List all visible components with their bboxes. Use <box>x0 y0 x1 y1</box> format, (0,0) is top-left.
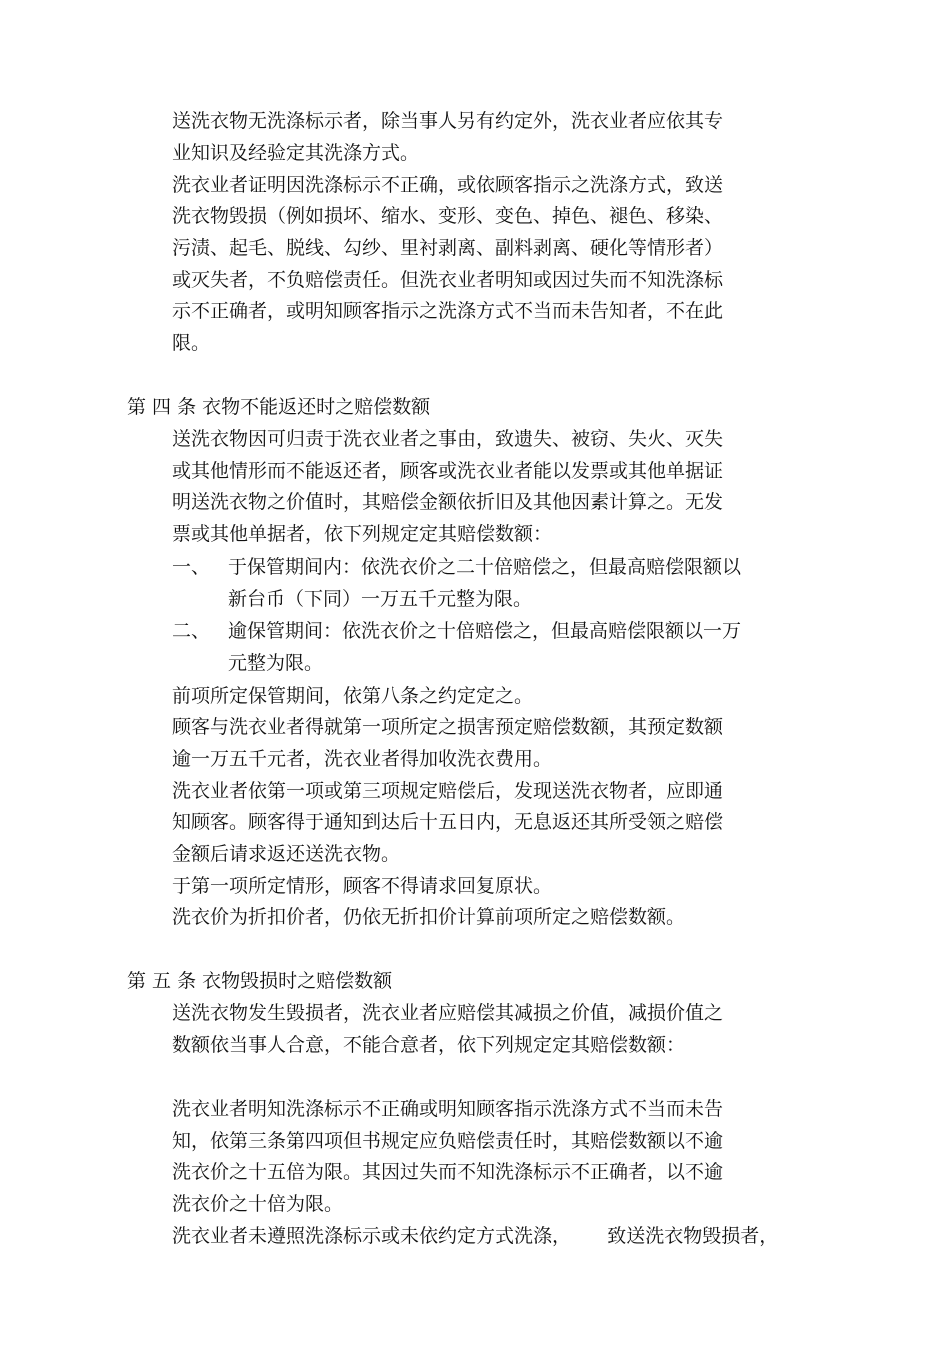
list-item-text: 于保管期间内：依洗衣价之二十倍赔偿之，但最高赔偿限额以 <box>228 556 742 578</box>
article-4-heading: 第 四 条 衣物不能返还时之赔偿数额 <box>127 396 431 418</box>
list-item-number: 一、 <box>172 556 211 578</box>
text-line: 业知识及经验定其洗涤方式。 <box>172 142 420 164</box>
text-line: 送洗衣物无洗涤标示者，除当事人另有约定外，洗衣业者应依其专 <box>172 110 724 132</box>
list-item-text: 新台币（下同）一万五千元整为限。 <box>228 588 533 610</box>
text-line: 金额后请求返还送洗衣物。 <box>172 843 401 865</box>
text-line: 洗衣业者证明因洗涤标示不正确，或依顾客指示之洗涤方式，致送 <box>172 174 724 196</box>
text-line: 知，依第三条第四项但书规定应负赔偿责任时，其赔偿数额以不逾 <box>172 1130 724 1152</box>
text-line: 示不正确者，或明知顾客指示之洗涤方式不当而未告知者，不在此 <box>172 300 724 322</box>
art4-para5: 于第一项所定情形，顾客不得请求回复原状。 <box>172 875 553 897</box>
text-line: 或灭失者，不负赔偿责任。但洗衣业者明知或因过失而不知洗涤标 <box>172 269 724 291</box>
text-line: 数额依当事人合意，不能合意者，依下列规定定其赔偿数额： <box>172 1034 686 1056</box>
text-line: 污渍、起毛、脱线、勾纱、里衬剥离、副料剥离、硬化等情形者） <box>172 237 724 259</box>
art5-para3: 洗衣业者未遵照洗涤标示或未依约定方式洗涤， 致送洗衣物毁损者， <box>172 1225 779 1247</box>
text-line: 或其他情形而不能返还者，顾客或洗衣业者能以发票或其他单据证 <box>172 460 724 482</box>
text-line: 送洗衣物发生毁损者，洗衣业者应赔偿其减损之价值，减损价值之 <box>172 1002 724 1024</box>
text-line: 洗衣业者依第一项或第三项规定赔偿后，发现送洗衣物者，应即通 <box>172 780 724 802</box>
list-item-number: 二、 <box>172 620 211 642</box>
text-line: 逾一万五千元者，洗衣业者得加收洗衣费用。 <box>172 748 553 770</box>
text-line: 送洗衣物因可归责于洗衣业者之事由，致遗失、被窃、失火、灭失 <box>172 428 724 450</box>
article-5-heading: 第 五 条 衣物毁损时之赔偿数额 <box>127 970 393 992</box>
list-item-text: 元整为限。 <box>228 652 324 674</box>
text-line: 洗衣价之十倍为限。 <box>172 1193 344 1215</box>
text-line: 洗衣价之十五倍为限。其因过失而不知洗涤标示不正确者，以不逾 <box>172 1161 724 1183</box>
art4-para6: 洗衣价为折扣价者，仍依无折扣价计算前项所定之赔偿数额。 <box>172 906 686 928</box>
text-line: 明送洗衣物之价值时，其赔偿金额依折旧及其他因素计算之。无发 <box>172 491 724 513</box>
text-line: 票或其他单据者，依下列规定定其赔偿数额： <box>172 523 553 545</box>
list-item-text: 逾保管期间：依洗衣价之十倍赔偿之，但最高赔偿限额以一万 <box>228 620 742 642</box>
text-line: 顾客与洗衣业者得就第一项所定之损害预定赔偿数额，其预定数额 <box>172 716 724 738</box>
text-line: 洗衣业者明知洗涤标示不正确或明知顾客指示洗涤方式不当而未告 <box>172 1098 724 1120</box>
art4-para2: 前项所定保管期间，依第八条之约定定之。 <box>172 685 534 707</box>
text-line: 知顾客。顾客得于通知到达后十五日内，无息返还其所受领之赔偿 <box>172 811 724 833</box>
text-line: 限。 <box>172 332 211 354</box>
text-line: 洗衣物毁损（例如损坏、缩水、变形、变色、掉色、褪色、移染、 <box>172 205 724 227</box>
